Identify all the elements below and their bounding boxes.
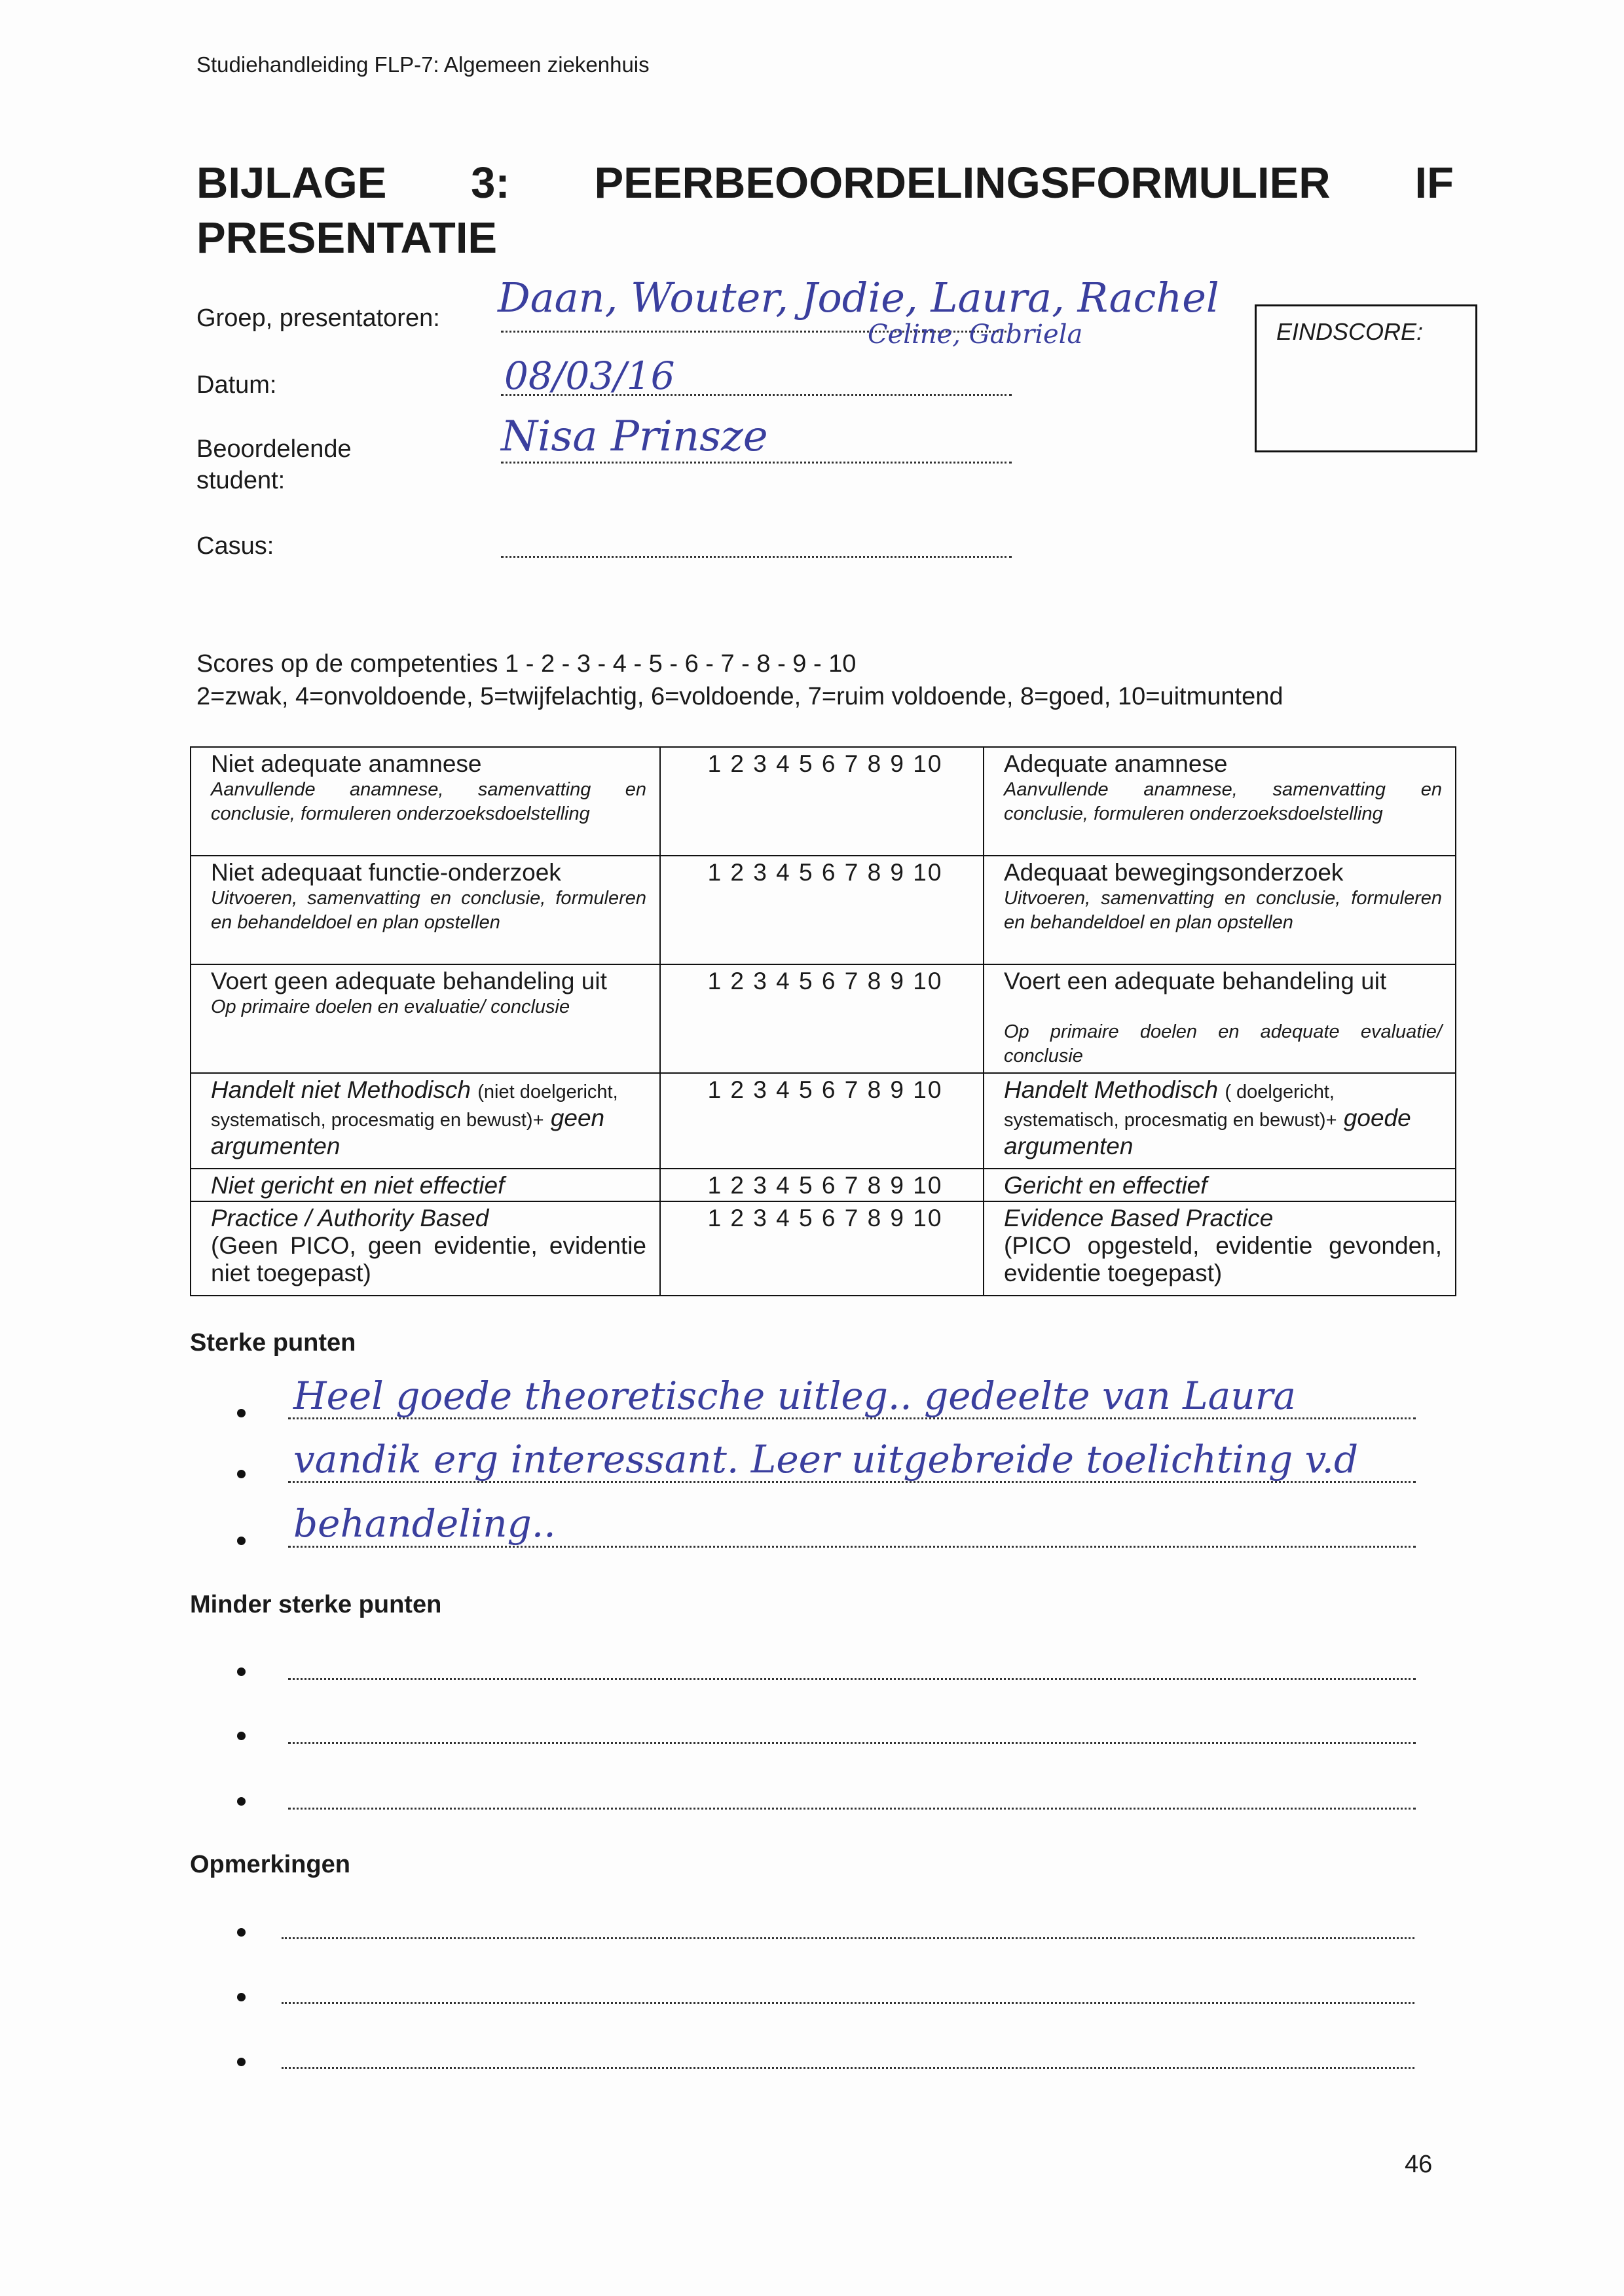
bullet-icon	[237, 1732, 246, 1740]
right-cell	[984, 964, 1456, 1073]
right-sub: Op primaire doelen en adequate evaluatie/ conclusie	[1004, 1021, 1442, 1066]
right-sub: Aanvullende anamnese, samenvatting en conclusie, formuleren onderzoeksdoelstelling	[1004, 779, 1442, 824]
left-paren: (niet doelgericht, systematisch, procesmatig en bewust)+	[211, 1082, 618, 1131]
right-tail: goede argumenten	[1004, 1104, 1411, 1159]
left-title: Practice / Authority Based	[211, 1205, 489, 1231]
left-title: Voert geen adequate behandeling uit	[211, 968, 607, 994]
page-title-line2: PRESENTATIE	[196, 213, 498, 263]
left-sub: Aanvullende anamnese, samenvatting en conclusie, formuleren onderzoeksdoelstelling	[211, 779, 646, 824]
scores-legend: 2=zwak, 4=onvoldoende, 5=twijfelachtig, 6=voldoende, 7=ruim voldoende, 8=goed, 10=uitmuntend	[196, 683, 1283, 710]
bullet-icon	[237, 1470, 246, 1478]
beoordelende-value: Nisa Prinsze	[501, 412, 768, 461]
table-row	[191, 1201, 1456, 1296]
table-row	[191, 747, 1456, 856]
opmerking-line[interactable]	[282, 2066, 1414, 2069]
sterke-punt-2: vandik erg interessant. Leer uitgebreide toelichting v.d	[293, 1437, 1359, 1482]
score-cell[interactable]: 1 2 3 4 5 6 7 8 9 10	[660, 964, 984, 1073]
document-header: Studiehandleiding FLP-7: Algemeen ziekenhuis	[196, 52, 650, 77]
right-cell: Gericht en effectief	[984, 1169, 1456, 1201]
table-row	[191, 1169, 1456, 1201]
right-cell	[984, 1073, 1456, 1169]
competency-table	[190, 746, 1456, 1296]
left-sub: Uitvoeren, samenvatting en conclusie, formuleren en behandeldoel en plan opstellen	[211, 888, 646, 933]
sterke-punten-heading: Sterke punten	[190, 1329, 356, 1357]
score-cell[interactable]: 1 2 3 4 5 6 7 8 9 10	[660, 1201, 984, 1296]
left-sub: Op primaire doelen en evaluatie/ conclusie	[211, 996, 570, 1017]
scores-scale: Scores op de competenties 1 - 2 - 3 - 4 - 5 - 6 - 7 - 8 - 9 - 10	[196, 650, 857, 678]
page-number: 46	[1405, 2151, 1433, 2178]
table-row	[191, 964, 1456, 1073]
left-cell	[191, 747, 660, 856]
bullet-icon	[237, 1537, 246, 1545]
bullet-icon	[237, 1797, 246, 1806]
beoordelende-label-2: student:	[196, 467, 286, 494]
left-cell	[191, 964, 660, 1073]
table-row	[191, 1073, 1456, 1169]
left-title: Niet adequate anamnese	[211, 750, 482, 777]
beoordelende-label: Beoordelende	[196, 435, 352, 463]
right-paren: ( doelgericht, systematisch, procesmatig en bewust)+	[1004, 1082, 1337, 1131]
right-title: Voert een adequate behandeling uit	[1004, 968, 1387, 994]
right-title: Adequaat bewegingsonderzoek	[1004, 859, 1344, 886]
eindscore-label: EINDSCORE:	[1276, 318, 1424, 345]
right-sub: Uitvoeren, samenvatting en conclusie, formuleren en behandeldoel en plan opstellen	[1004, 888, 1442, 933]
bullet-icon	[237, 1928, 246, 1937]
right-cell	[984, 1201, 1456, 1296]
opmerking-line[interactable]	[282, 1936, 1414, 1939]
left-cell	[191, 856, 660, 964]
score-cell[interactable]: 1 2 3 4 5 6 7 8 9 10	[660, 1169, 984, 1201]
right-title: Evidence Based Practice	[1004, 1205, 1274, 1231]
bullet-icon	[237, 1993, 246, 2001]
bullet-icon	[237, 1409, 246, 1417]
table-row	[191, 856, 1456, 964]
left-tail: geen argumenten	[211, 1104, 605, 1159]
bullet-icon	[237, 1667, 246, 1676]
score-cell[interactable]: 1 2 3 4 5 6 7 8 9 10	[660, 1073, 984, 1169]
right-title: Handelt Methodisch	[1004, 1076, 1219, 1103]
groep-value-2: Celine, Gabriela	[868, 319, 1083, 350]
datum-label: Datum:	[196, 371, 277, 399]
minder-sterk-line[interactable]	[288, 1741, 1416, 1744]
score-cell[interactable]: 1 2 3 4 5 6 7 8 9 10	[660, 856, 984, 964]
bullet-icon	[237, 2058, 246, 2066]
score-cell[interactable]: 1 2 3 4 5 6 7 8 9 10	[660, 747, 984, 856]
right-cell	[984, 747, 1456, 856]
page-title: BIJLAGE 3: PEERBEOORDELINGSFORMULIER IF	[196, 158, 1454, 208]
datum-value: 08/03/16	[504, 354, 675, 398]
sterke-punt-1: Heel goede theoretische uitleg.. gedeelte van Laura	[293, 1374, 1296, 1418]
groep-value: Daan, Wouter, Jodie, Laura, Rachel	[498, 274, 1219, 321]
opmerkingen-heading: Opmerkingen	[190, 1851, 350, 1878]
casus-field[interactable]	[501, 555, 1012, 558]
groep-label: Groep, presentatoren:	[196, 304, 440, 332]
right-cell	[984, 856, 1456, 964]
minder-sterk-line[interactable]	[288, 1806, 1416, 1810]
left-title: Niet adequaat functie-onderzoek	[211, 859, 561, 886]
eindscore-box[interactable]	[1255, 304, 1477, 452]
right-title: Adequate anamnese	[1004, 750, 1228, 777]
right-sub: (PICO opgesteld, evidentie gevonden, evidentie toegepast)	[1004, 1232, 1442, 1286]
left-cell	[191, 1201, 660, 1296]
left-cell	[191, 1073, 660, 1169]
left-title: Handelt niet Methodisch	[211, 1076, 471, 1103]
minder-sterk-line[interactable]	[288, 1677, 1416, 1680]
left-sub: (Geen PICO, geen evidentie, evidentie niet toegepast)	[211, 1232, 646, 1286]
casus-label: Casus:	[196, 532, 274, 560]
minder-sterke-punten-heading: Minder sterke punten	[190, 1591, 442, 1618]
opmerking-line[interactable]	[282, 2001, 1414, 2004]
sterke-punt-3: behandeling..	[293, 1501, 556, 1546]
left-cell: Niet gericht en niet effectief	[191, 1169, 660, 1201]
